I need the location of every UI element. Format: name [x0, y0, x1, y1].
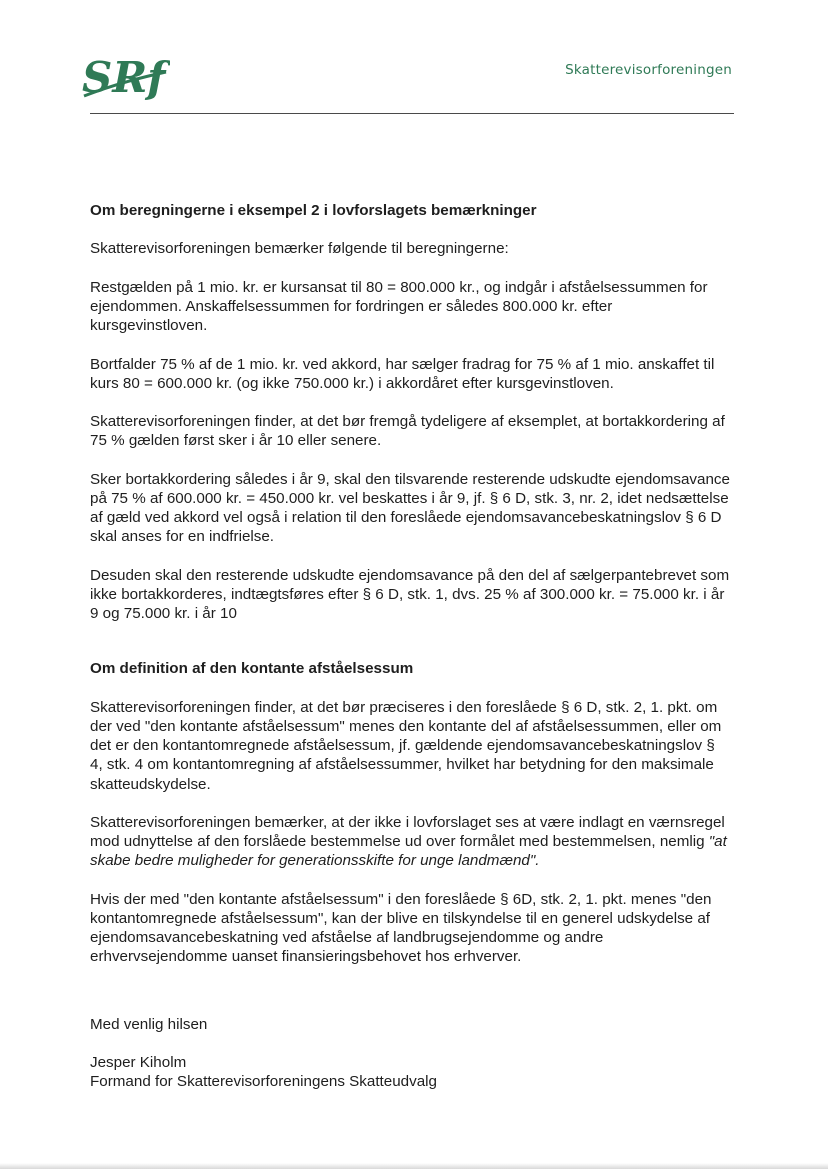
section1-intro: Skatterevisorforeningen bemærker følgende til beregningerne: — [90, 240, 509, 258]
section2-heading: Om definition af den kontante afståelsessum — [90, 660, 414, 678]
section1-paragraph-2: Bortfalder 75 % af de 1 mio. kr. ved akkord, har sælger fradrag for 75 % af 1 mio. anskaffet til kurs 80 = 600.000 kr. (og ikke 750.000 kr.) i akkordåret efter kursgevinstloven. — [90, 355, 715, 392]
section1-heading: Om beregningerne i eksempel 2 i lovforslagets bemærkninger — [90, 202, 537, 219]
logo-lettering: SRf — [82, 53, 166, 102]
closing-greeting: Med venlig hilsen — [90, 1015, 208, 1033]
section2-paragraph-2 — [90, 813, 730, 871]
header-org-name: Skatterevisorforeningen — [565, 62, 732, 78]
section2-paragraph-2-lead: Skatterevisorforeningen bemærker, at der ikke i lovforslaget ses at være indlagt en værnsregel mod udnyttelse af den forslåede bestemmelse ud over formålet med bestemmelsen, nemlig — [90, 813, 725, 851]
section1-paragraph-4: Sker bortakkordering således i år 9, skal den tilsvarende resterende udskudte ejendomsavance på 75 % af 600.000 kr. = 450.000 kr. vel beskattes i år 9, jf. § 6 D, stk. 3, nr. 2, idet nedsættelse af gæld ved akkord vel også i relation til den foreslåede ejendomsavancebeskatningslov § 6 D skal anses for en indfrielse. — [90, 470, 730, 546]
section1-paragraph-1: Restgælden på 1 mio. kr. er kursansat til 80 = 800.000 kr., og indgår i afståelsessummen for ejendommen. Anskaffelsessummen for fordringen er således 800.000 kr. efter kursgevinstloven. — [90, 278, 708, 335]
signatory-title: Formand for Skatterevisorforeningens Skatteudvalg — [90, 1073, 437, 1091]
section2-paragraph-3: Hvis der med "den kontante afståelsessum" i den foreslåede § 6D, stk. 2, 1. pkt. menes "den kontantomregnede afståelsessum", kan der blive en tilskyndelse til en generel udskydelse af ejendomsavancebeskatning ved afståelse af landbrugsejendomme og andre erhvervsejendomme uanset finansieringsbehovet hos erhverver. — [90, 890, 712, 966]
signatory-name: Jesper Kiholm — [90, 1053, 187, 1071]
section2-paragraph-2-quote: "at skabe bedre muligheder for generationsskifte for unge landmænd". — [90, 833, 727, 870]
section1-paragraph-3: Skatterevisorforeningen finder, at det bør fremgå tydeligere af eksemplet, at bortakkordering af 75 % gælden først sker i år 10 eller senere. — [90, 413, 725, 450]
scan-bottom-edge — [0, 1163, 828, 1169]
section1-paragraph-5: Desuden skal den resterende udskudte ejendomsavance på den del af sælgerpantebrevet som ikke bortakkorderes, indtægtsføres efter § 6 D, stk. 1, dvs. 25 % af 300.000 kr. = 75.000 kr. i år 9 og 75.000 kr. i år 10 — [90, 566, 730, 623]
srf-logo — [80, 52, 170, 104]
letter-body — [90, 201, 730, 1091]
section2-paragraph-1: Skatterevisorforeningen finder, at det bør præciseres i den foreslåede § 6 D, stk. 2, 1. pkt. om der ved "den kontante afståelsessum" menes den kontante del af afståelsessummen, eller om det er den kontantomregnede afståelsessum, jf. gældende ejendomsavancebeskatningslov § 4, stk. 4 om kontantomregning af afståelsessummer, hvilket har betydning for den maksimale skatteudskydelse. — [90, 698, 722, 793]
header-divider — [90, 113, 734, 114]
